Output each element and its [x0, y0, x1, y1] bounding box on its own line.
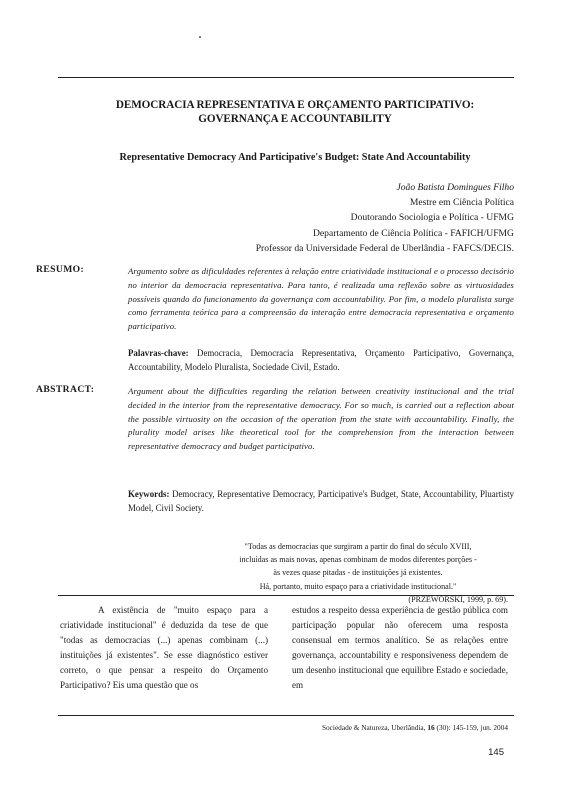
- footer-journal: Sociedade & Natureza, Uberlândia,: [321, 723, 426, 732]
- epigraph-line-4: Há, portanto, muito espaço para a criatividade institucional.": [259, 581, 457, 591]
- footer-issue: (30): 145-159, jun. 2004: [436, 723, 508, 732]
- scan-speck: [199, 36, 201, 38]
- epigraph-line-1: "Todas as democracias que surgiram a partir do final do século XVIII,: [244, 542, 472, 551]
- title-line-1: DEMOCRACIA REPRESENTATIVA E ORÇAMENTO PARTICIPATIVO:: [115, 99, 475, 111]
- abstract-label: ABSTRACT:: [36, 384, 95, 395]
- author-degree: Mestre em Ciência Política: [409, 197, 514, 209]
- page-number: 145: [488, 747, 504, 758]
- body-column-left: A existência de "muito espaço para a criatividade institucional" é deduzida da tese de que "todas as democracias (...) apenas combinam (...) instituições já existentes". Se esse diagnóstico estiver correto, o que pensar a respeito do Orçamento Participativo? Eis uma questão que os: [60, 605, 268, 690]
- epigraph-citation: (PRZEWORSKI, 1999, p. 69).: [408, 594, 508, 604]
- palavras-chave-text: Democracia, Democracia Representativa, Orçamento Participativo, Governança, Accountability, Modelo Pluralista, Sociedade Civil, Estado.: [128, 348, 515, 372]
- abstract-text: Argument about the difficulties regarding the relation between creativity institucional and the trial decided in the interior from the representative democracy. For so much, is carried out a reflection about the possible virtuosity on the occasion of the operation from the state with accountability. Finally, the plurality model arises like theoretical tool for the comprehension from the interaction between representative democracy and budget participativo.: [128, 386, 514, 452]
- palavras-chave-label: Palavras-chave:: [128, 348, 189, 358]
- paper-title: [60, 98, 530, 126]
- footer-rule: [58, 715, 514, 716]
- epigraph: [208, 540, 508, 606]
- keywords: [128, 488, 514, 516]
- body-rule: [58, 595, 514, 596]
- epigraph-line-2: incluídas as mais novas, apenas combinam de modos diferentes porções -: [239, 555, 477, 565]
- top-rule: [58, 77, 514, 78]
- author-doctorate: Doutorando Sociologia e Política - UFMG: [350, 212, 514, 224]
- body-column-right: estudos a respeito dessa experiência de gestão pública com participação popular não oferecem uma resposta consensual em termos analítico. Se as relações entre governança, accountability e responsiveness dependem de um desenho institucional que equilibre Estado e sociedade, em: [292, 605, 508, 690]
- resumo-text: Argumento sobre as dificuldades referentes à relação entre criatividade institucional e o processo decisório no interior da democracia representativa. Para tanto, é realizada uma reflexão sobre as virtuosidades possíveis quando do funcionamento da governança com accountability. Por fim, o modelo pluralista surge como ferramenta teórica para a compreensão da interação entre democracia representativa e orçamento participativo.: [128, 266, 514, 332]
- author-block: [256, 180, 514, 256]
- keywords-label: Keywords:: [128, 489, 170, 499]
- journal-footer: [322, 723, 508, 732]
- author-name: João Batista Domingues Filho: [396, 182, 514, 193]
- keywords-text: Democracy, Representative Democracy, Participative's Budget, State, Accountability, Pluartisty Model, Civil Society.: [128, 489, 514, 513]
- footer-volume: 16: [427, 723, 435, 732]
- paper-subtitle: Representative Democracy And Participative's Budget: State And Accountability: [119, 152, 471, 163]
- author-position: Professor da Universidade Federal de Uberlândia - FAFCS/DECIS.: [255, 242, 514, 254]
- resumo-label: RESUMO:: [36, 264, 85, 275]
- title-line-2: GOVERNANÇA E ACCOUNTABILITY: [198, 113, 392, 125]
- author-department: Departamento de Ciência Política - FAFICH/UFMG: [313, 227, 514, 239]
- epigraph-line-3: às vezes quase pitadas - de instituições já existentes.: [273, 568, 443, 578]
- palavras-chave: [128, 347, 514, 375]
